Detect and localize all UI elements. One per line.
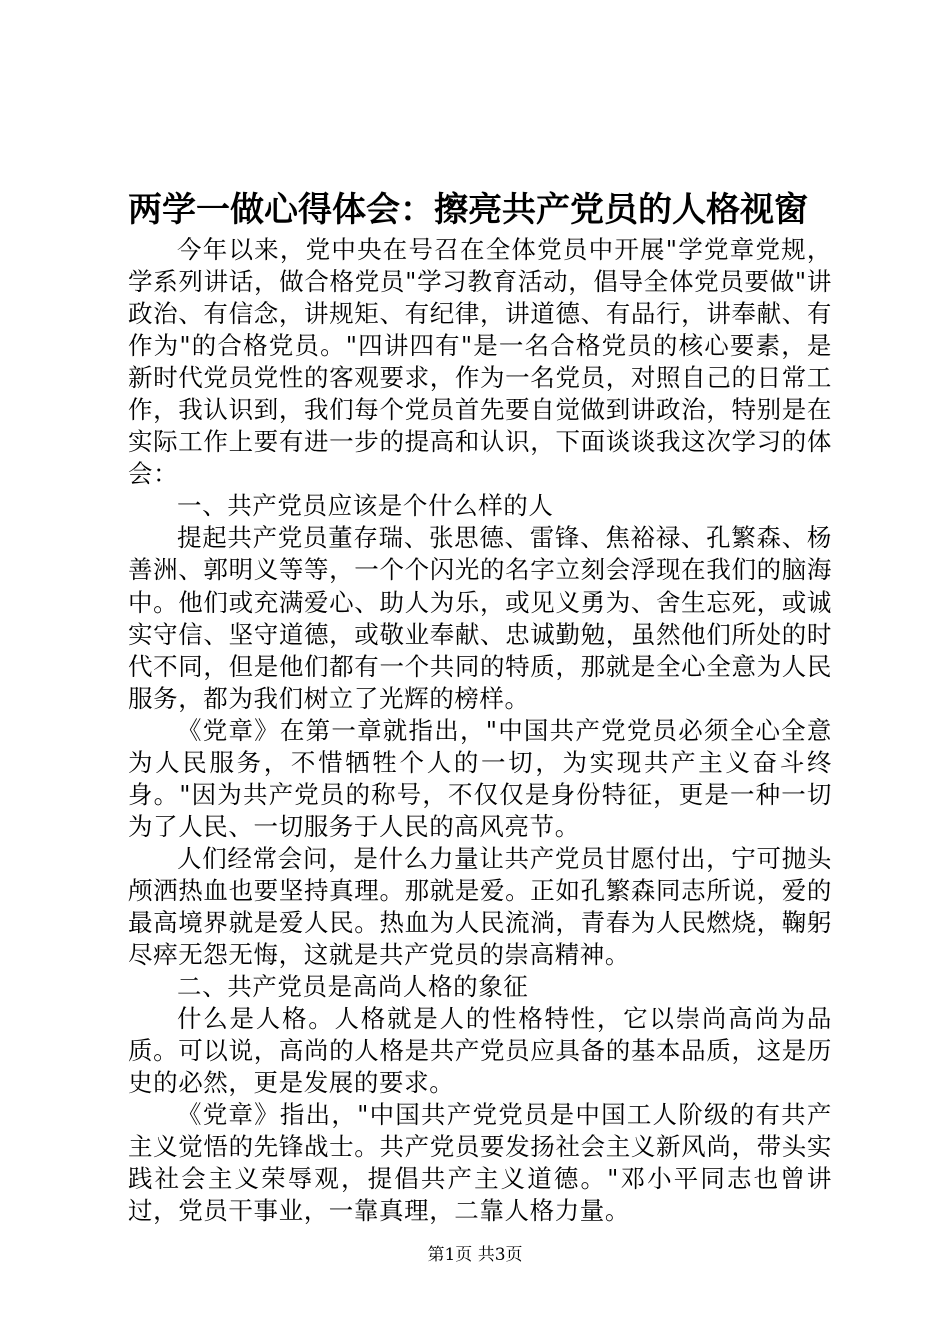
document-body — [128, 234, 832, 1227]
paragraph: 《党章》指出，"中国共产党党员是中国工人阶级的有共产主义觉悟的先锋战士。共产党员要发扬社会主义新风尚，带头实践社会主义荣辱观，提倡共产主义道德。"邓小平同志也曾讲过，党员干事业，一靠真理，二靠人格力量。 — [128, 1100, 832, 1226]
paragraph: 提起共产党员董存瑞、张思德、雷锋、焦裕禄、孔繁森、杨善洲、郭明义等等，一个个闪光的名字立刻会浮现在我们的脑海中。他们或充满爱心、助人为乐，或见义勇为、舍生忘死，或诚实守信、坚守道德，或敬业奉献、忠诚勤勉，虽然他们所处的时代不同，但是他们都有一个共同的特质，那就是全心全意为人民服务，都为我们树立了光辉的榜样。 — [128, 523, 832, 713]
section-heading-2: 二、共产党员是高尚人格的象征 — [177, 972, 529, 1002]
paragraph-intro: 今年以来，党中央在号召在全体党员中开展"学党章党规，学系列讲话，做合格党员"学习教育活动，倡导全体党员要做"讲政治、有信念，讲规矩、有纪律，讲道德、有品行，讲奉献、有作为"的合格党员。"四讲四有"是一名合格党员的核心要素，是新时代党员党性的客观要求，作为一名党员，对照自己的日常工作，我认识到，我们每个党员首先要自觉做到讲政治，特别是在实际工作上要有进一步的提高和认识，下面谈谈我这次学习的体会： — [128, 235, 832, 489]
section-heading-1: 一、共产党员应该是个什么样的人 — [177, 491, 554, 521]
paragraph: 《党章》在第一章就指出，"中国共产党党员必须全心全意为人民服务，不惜牺牲个人的一切，为实现共产主义奋斗终身。"因为共产党员的称号，不仅仅是身份特征，更是一种一切为了人民、一切服务于人民的高风亮节。 — [128, 715, 832, 841]
document-title: 两学一做心得体会：擦亮共产党员的人格视窗 — [128, 190, 808, 230]
paragraph: 什么是人格。人格就是人的性格特性，它以崇尚高尚为品质。可以说，高尚的人格是共产党员应具备的基本品质，这是历史的必然，更是发展的要求。 — [128, 1004, 832, 1098]
page-footer: 第1页 共3页 — [427, 1245, 523, 1265]
paragraph: 人们经常会问，是什么力量让共产党员甘愿付出，宁可抛头颅洒热血也要坚持真理。那就是爱。正如孔繁森同志所说，爱的最高境界就是爱人民。热血为人民流淌，青春为人民燃烧，鞠躬尽瘁无怨无悔，这就是共产党员的崇高精神。 — [128, 843, 832, 970]
